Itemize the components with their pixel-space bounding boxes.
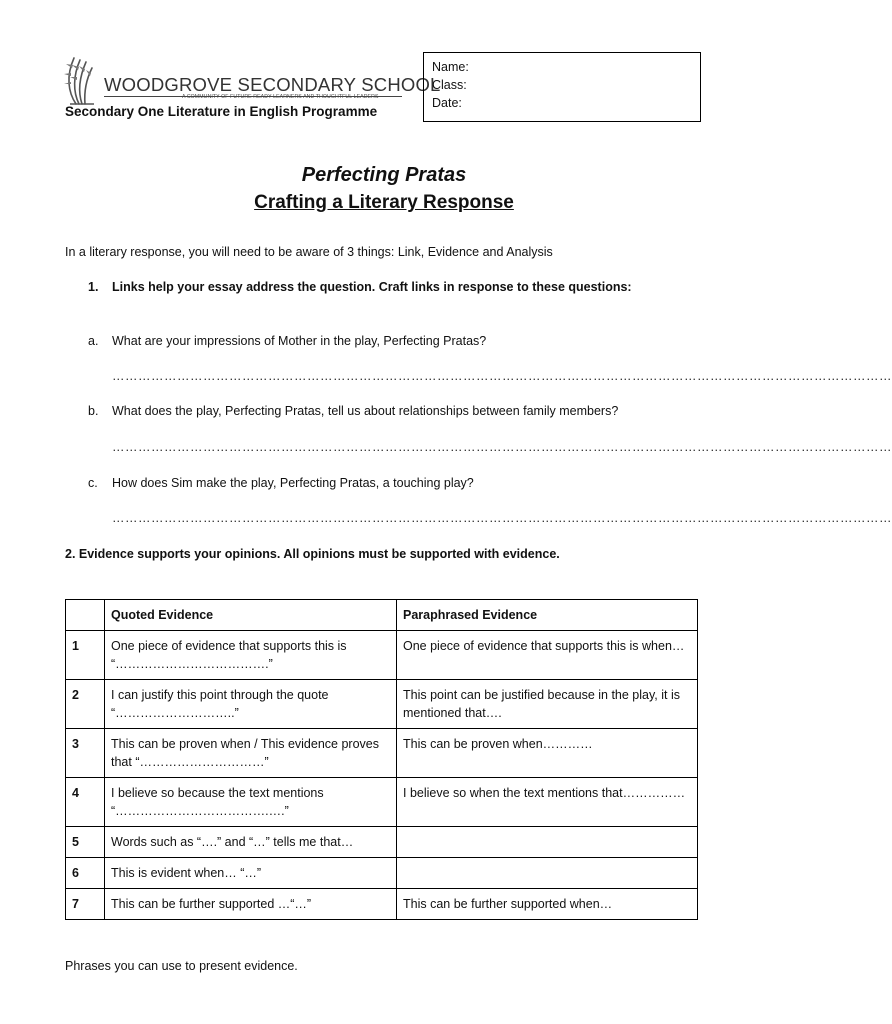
header-paraphrased-evidence: Paraphrased Evidence <box>397 600 698 631</box>
section1-heading: Links help your essay address the question. Craft links in response to these questions: <box>112 280 632 294</box>
header-quoted-evidence: Quoted Evidence <box>105 600 397 631</box>
quoted-evidence-cell: I believe so because the text mentions “……………………………….….” <box>105 778 397 827</box>
evidence-table <box>65 599 698 920</box>
row-number: 2 <box>66 680 105 729</box>
student-info-box <box>423 52 701 122</box>
paraphrased-evidence-cell: This point can be justified because in the play, it is mentioned that…. <box>397 680 698 729</box>
school-crest-icon <box>62 54 102 108</box>
row-number: 4 <box>66 778 105 827</box>
worksheet-subtitle: Crafting a Literary Response <box>254 192 514 213</box>
answer-line-a[interactable]: ……………………………………………………………………………………………………………………………………………………………… <box>112 369 892 383</box>
question-a-label: a. <box>88 334 99 348</box>
row-number: 1 <box>66 631 105 680</box>
question-b-label: b. <box>88 404 99 418</box>
intro-text: In a literary response, you will need to be aware of 3 things: Link, Evidence and Analysis <box>65 245 553 259</box>
paraphrased-evidence-cell: I believe so when the text mentions that…………… <box>397 778 698 827</box>
table-row <box>66 827 698 858</box>
name-field-label[interactable]: Name: <box>432 60 469 74</box>
answer-line-b[interactable]: ……………………………………………………………………………………………………………………………………………………………… <box>112 440 892 454</box>
quoted-evidence-cell: One piece of evidence that supports this is “……………………………….” <box>105 631 397 680</box>
question-b-text: What does the play, Perfecting Pratas, tell us about relationships between family members? <box>112 404 619 418</box>
question-c-text: How does Sim make the play, Perfecting Pratas, a touching play? <box>112 476 474 490</box>
quoted-evidence-cell: This is evident when… “…” <box>105 858 397 889</box>
paraphrased-evidence-cell: One piece of evidence that supports this is when… <box>397 631 698 680</box>
quoted-evidence-cell: This can be further supported …“…” <box>105 889 397 920</box>
question-c-label: c. <box>88 476 98 490</box>
table-row <box>66 729 698 778</box>
row-number: 6 <box>66 858 105 889</box>
paraphrased-evidence-cell <box>397 858 698 889</box>
row-number: 3 <box>66 729 105 778</box>
programme-title: Secondary One Literature in English Programme <box>65 104 378 119</box>
table-header-row <box>66 600 698 631</box>
worksheet-title: Perfecting Pratas <box>301 164 467 186</box>
date-field-label[interactable]: Date: <box>432 96 462 110</box>
answer-line-c[interactable]: ……………………………………………………………………………………………………………………………………………………………… <box>112 511 892 525</box>
row-number: 7 <box>66 889 105 920</box>
section2-heading: 2. Evidence supports your opinions. All opinions must be supported with evidence. <box>65 547 560 561</box>
question-a-text: What are your impressions of Mother in the play, Perfecting Pratas? <box>112 334 487 348</box>
quoted-evidence-cell: This can be proven when / This evidence proves that “…………………………” <box>105 729 397 778</box>
school-name: WOODGROVE SECONDARY SCHOOL <box>104 74 441 95</box>
paraphrased-evidence-cell: This can be further supported when… <box>397 889 698 920</box>
table-row <box>66 631 698 680</box>
table-row <box>66 889 698 920</box>
paraphrased-evidence-cell <box>397 827 698 858</box>
quoted-evidence-cell: I can justify this point through the quote “………………………..” <box>105 680 397 729</box>
class-field-label[interactable]: Class: <box>432 78 467 92</box>
quoted-evidence-cell: Words such as “….” and “…” tells me that… <box>105 827 397 858</box>
header-number-cell <box>66 600 105 631</box>
footer-text: Phrases you can use to present evidence. <box>65 959 298 973</box>
row-number: 5 <box>66 827 105 858</box>
section1-number: 1. <box>88 280 99 294</box>
table-row <box>66 858 698 889</box>
paraphrased-evidence-cell: This can be proven when………… <box>397 729 698 778</box>
table-row <box>66 680 698 729</box>
school-tagline: A COMMUNITY OF FUTURE READY LEARNERS AND THOUGHTFUL LEADERS <box>182 94 379 100</box>
table-row <box>66 778 698 827</box>
